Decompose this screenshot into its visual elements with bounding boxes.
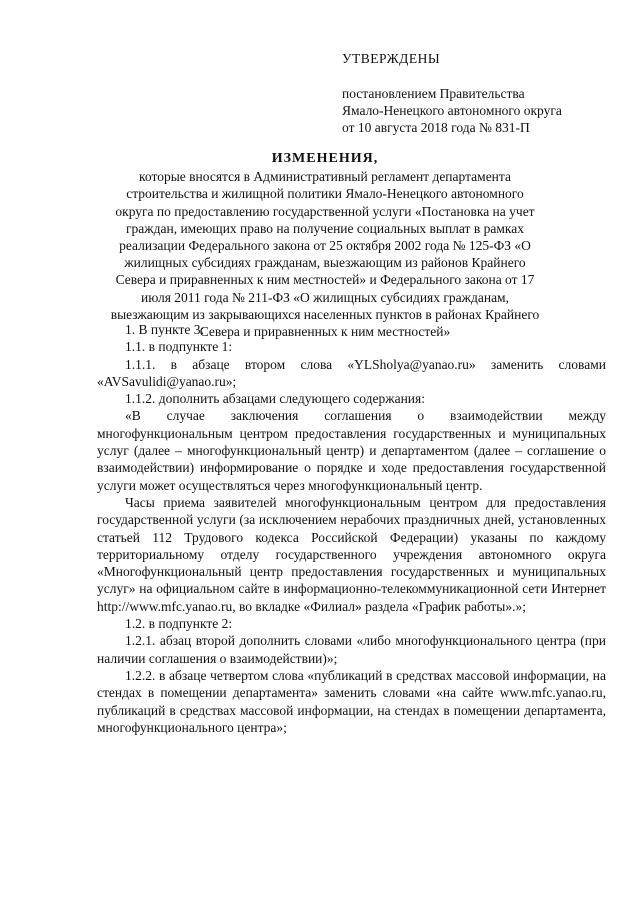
paragraph: 1.1. в подпункте 1: <box>125 339 233 355</box>
paragraph: 1.2.2. в абзаце четвертом слова «публикаций в средствах массовой информации, на стендах в помещении департамента» заменить словами «на сайте www.mfc.yanao.ru, публикаций в средствах массовой информации, на стендах в помещении департамента, многофункционального центра»; <box>97 667 606 735</box>
approval-block <box>342 50 562 136</box>
paragraph: 1.1.1. в абзаце втором слова «YLSholya@yanao.ru» заменить словами «AVSavulidi@yanao.ru»; <box>97 356 606 389</box>
document-subtitle: которые вносятся в Административный регламент департамента строительства и жилищной политики Ямало-Ненецкого автономного округа по предоставлению государственной услуги «Постановка на учет граждан, имеющих право на получение социальных выплат в рамках реализации Федерального закона от 25 октября 2002 года № 125-ФЗ «О жилищных субсидиях гражданам, выезжающим из районов Крайнего Севера и приравненных к ним местностей» и Федерального закона от 17 июля 2011 года № 211-ФЗ «О жилищных субсидиях гражданам, выезжающим из закрывающихся населенных пунктов в районах Крайнего Севера и приравненных к ним местностей» <box>110 169 540 340</box>
approval-line-3: от 10 августа 2018 года № 831-П <box>342 120 530 135</box>
paragraph: Часы приема заявителей многофункциональным центром для предоставления государственной услуги (за исключением нерабочих праздничных дней, установленных статьей 112 Трудового кодекса Российской Федерации) указаны по каждому территориальному отделу государственного учреждения автономного округа «Многофункциональный центр предоставления государственных и муниципальных услуг» на официальном сайте в информационно-телекоммуникационной сети Интернет http://www.mfc.yanao.ru, во вкладке «Филиал» раздела «График работы».»; <box>97 494 606 614</box>
paragraph: 1.2.1. абзац второй дополнить словами «либо многофункционального центра (при наличии соглашения о взаимодействии)»; <box>97 633 606 666</box>
document-body <box>97 321 606 736</box>
paragraph: 1.1.2. дополнить абзацами следующего содержания: <box>125 391 425 407</box>
paragraph: «В случае заключения соглашения о взаимодействии между многофункциональным центром предоставления государственных и муниципальных услуг (далее – многофункциональный центр) и департаментом (далее – соглашение о взаимодействии) информирование о порядке и ходе предоставления государственной услуги может осуществляться через многофункциональный центр. <box>97 408 606 493</box>
document-title: ИЗМЕНЕНИЯ, <box>271 151 379 166</box>
approval-title: УТВЕРЖДЕНЫ <box>342 51 441 66</box>
paragraph: 1. В пункте 3: <box>125 322 205 337</box>
document-heading <box>110 150 540 340</box>
approval-line-2: Ямало-Ненецкого автономного округа <box>342 103 562 118</box>
paragraph: 1.2. в подпункте 2: <box>125 616 233 632</box>
approval-line-1: постановлением Правительства <box>342 86 525 101</box>
